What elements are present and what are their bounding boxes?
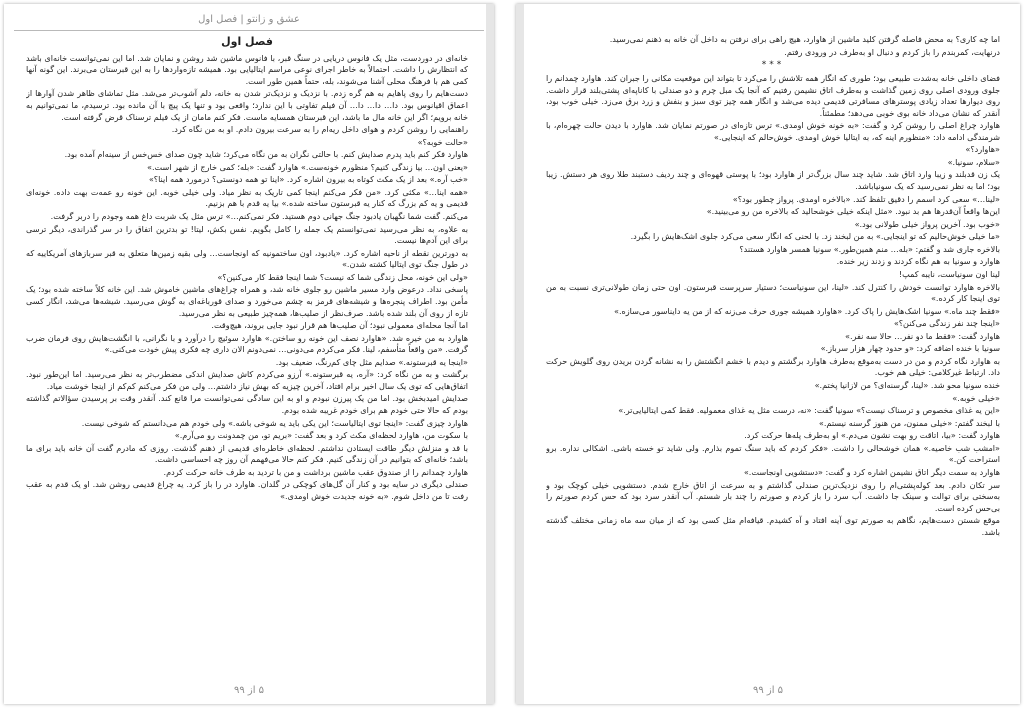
running-header-text: عشق و زانتو | فصل اول	[198, 13, 300, 25]
paragraph: یک زن قدبلند و زیبا وارد اتاق شد. شاید چند سال بزرگ‌تر از هاوارد بود؛ با پوستی قهوه‌ای و چند ردیف دستبند طلا روی هر دستش. زیبا بود؛ اما به نظر نمی‌رسید که یک سونیاباشد.	[546, 169, 1000, 192]
paragraph: سر تکان دادم. بعد کوله‌پشتی‌ام را روی نزدیک‌ترین صندلی گذاشتم و به سرعت از اتاق خارج شدم. دستشویی خیلی کوچک بود و به‌سختی برای توالت و سینک جا داشت. آب سرد را باز کردم و صورتم را چند بار شستم. آب آنقدر سرد بود که حس کردم صورتم را بی‌حس کرده است.	[546, 479, 1000, 513]
paragraph: دست‌هایم را روی پاهایم به هم گره زدم. با نزدیک و نزدیک‌تر شدن به خانه، دلم آشوب‌تر می‌شد. مثل تماشای ظاهر شدن آوارها از اعماق اقیانوس بود. دا… دا… دا… آن فیلم تفاوتی با این ندارد؛ واقعی بود و تنها یک پیچ با آن مانده بود. ترسیدم، ما نمی‌توانیم به خانه برویم؛ اگر این خانه مال ما باشد، این قبرستان همسایه ماست. فکر کنم مامان از یک فیلم ترسناک قرض گرفته است.	[26, 88, 468, 122]
paragraph: «خوب بود. آخرین پرواز خیلی طولانی بود.»	[854, 218, 1000, 229]
paragraph: هاوارد گفت: «بیا، اتاقت رو بهت نشون می‌دم.» او به‌طرف پله‌ها حرکت کرد.	[744, 430, 1000, 441]
paragraph: به هاوارد نگاه کردم و من در دست به‌موقع به‌طرف هاوارد برگشتم و دیدم با خشم انگشتش را به نشانه گردن بریدن روی گلویش حرکت داد. ارتباط غیرکلامی: خیلی هم خوب.	[546, 355, 1000, 378]
paragraph: اما آنجا محله‌ای معمولی نبود؛ آن صلیب‌ها هم قرار نبود جایی بروند، هیچ‌وقت.	[211, 320, 468, 331]
paragraph: «یعنی اون… بیا زندگی کنیم؟ منظورم خونه‌ست.» هاوارد گفت: «بله؛ کمی خارج از شهر است.»	[147, 161, 468, 172]
paragraph: موقع شستن دست‌هایم، نگاهم به صورتم توی آینه افتاد و آه کشیدم. قیافه‌ام مثل کسی بود که از میان سه ماه زمانی مختلف گذشته باشد.	[546, 515, 1000, 537]
paragraph: هاوارد گفت: «فقط ما دو نفر… حالا سه نفر.»	[845, 330, 1000, 341]
paragraph: «لینا…» سعی کرد اسمم را دقیق تلفظ کند. «بالاخره اومدی. پرواز چطور بود؟»	[732, 193, 1000, 204]
paragraph: هاوارد چراغ اصلی را روشن کرد و گفت: «به خونه خوش اومدی.» ترس تازه‌ای در صورتم نمایان شد. هاوارد با دیدن حالت چهره‌ام، با شرمندگی ادامه داد: «منظورم اینه که، به ایتالیا خوش اومدی. خوش‌حالم که اینجایی.»	[546, 120, 1000, 142]
paragraph: پاسخی نداد. درعوض وارد مسیر ماشین رو جلوی خانه شد، و همراه چراغ‌های ماشین خاموش شد. این خانه کلاً ساخته شده بود؛ یک مأمن بود. اطراف پنجره‌ها و شیشه‌های قرمز به چشم می‌خورد و صدای قورباغه‌ای به گوش می‌رسید. شیشه‌ها می‌شد، انگار کسی تازه از روی آن بلند شده باشد. صرف‌نظر از صلیب‌ها، همه‌چیز طبیعی به نظر می‌رسید.	[26, 284, 468, 318]
left-page	[4, 4, 494, 704]
paragraph: فضای داخلی خانه به‌شدت طبیعی بود؛ طوری که انگار همه تلاشش را می‌کرد تا بتواند این موقعیت مکانی را جبران کند. هاوارد چمدانم را جلوی ورودی اصلی روی زمین گذاشت و به‌طرف اتاق نشیمن رفتیم که آنجا یک مبل چرم و دو صندلی با کاناپه‌ای پشتی‌بلند قرار داشت. روی دیوارها تعداد زیادی پوسترهای مسافرتی قدیمی دیده می‌شد و انگار همه چیز توی سبز و بنفش و زرد برق می‌زد. خیلی خوب بود، آنقدر که نشان می‌داد خانه بوی خوبی می‌دهد؛ مطمئناً.	[546, 72, 1000, 118]
paragraph: لینا اون سونیاست، نایبه کمپ!	[898, 268, 1000, 279]
paragraph: هاوارد فکر کنم باید پدرم صدایش کنم. با حالتی نگران به من نگاه می‌کرد؛ شاید چون صدای خس‌خس از سینه‌ام آمده بود.	[64, 149, 468, 160]
paragraph: «اینجا چند نفر زندگی می‌کنن؟»	[893, 318, 1000, 329]
page-gutter-shadow	[486, 4, 494, 704]
paragraph: «ولی این خونه، محل زندگی شما که نیست؟ شما اینجا فقط کار می‌کنین؟»	[217, 271, 468, 282]
paragraph: این‌ها واقعاً آن‌قدرها هم بد نبود. «مثل اینکه خیلی خوشحالید که بالاخره من رو می‌بینید.»	[706, 206, 1000, 217]
paragraph: «حالت خوبه؟»	[417, 136, 468, 147]
paragraph: هاوارد و سونیا به هم نگاه کردند و زدند زیر خنده.	[836, 256, 1000, 267]
paragraph: «سلام، سونیا.»	[947, 156, 1000, 167]
paragraph: راهنمایی را روشن کردم و هوای داخل ریه‌ام را به سرعت بیرون دادم. او به من نگاه کرد.	[171, 124, 468, 135]
running-header	[14, 8, 484, 31]
paragraph: هاوارد به من خیره شد. «هاوارد نصف این خونه رو ساختن.» هاوارد سوئیچ را درآورد و با نگرانی، با انگشت‌هایش روی فرمان ضرب گرفت. «من واقعاً متأسفم، لینا. فکر می‌کردم می‌دونی… نمی‌دونم الان داری چه فکری پیش خودت می‌کنی.»	[26, 332, 468, 355]
paragraph: «اینجا یه قبرستونه.» صدایم مثل چای کم‌رنگ، ضعیف بود.	[275, 356, 468, 367]
paragraph: با سکوت من، هاوارد لحظه‌ای مکث کرد و بعد گفت: «بریم تو، من چمدونت رو می‌آرم.»	[174, 430, 468, 441]
paragraph: صندلی دیگری در سایه بود و کنار آن گل‌های کوچکی در گلدان. هاوارد در را باز کرد. یه چراغ قدیمی روشن شد. او یک قدم به عقب رفت تا من داخل شوم. «به خونه جدیدت خوش اومدی.»	[26, 479, 468, 501]
paragraph: صدایش امیدبخش بود. اما من یک پیرزن نبودم و او به این سادگی نمی‌توانست مرا قانع کند. آنقدر وقت بر پرسیدن سؤالاتم گذاشته بودم که حالا حتی خودم هم برای خودم غریبه شده بودم.	[26, 393, 468, 416]
paragraph: می‌کنم. گفت شما نگهبان یادبود جنگ جهانی دوم هستید. فکر نمی‌کنم…» ترس مثل یک شربت داغ همه وجودم را دربر گرفت.	[50, 211, 468, 222]
paragraph: اما چه کاری؟ به محض فاصله گرفتن کلید ماشین از هاوارد، هیچ راهی برای نرفتن به داخل آن خانه به ذهنم نمی‌رسید.	[609, 34, 1000, 44]
paragraph: با لبخند گفتم: «خیلی ممنون، من هنوز گرسنه نیستم.»	[818, 417, 1000, 428]
section-separator: ***	[761, 60, 785, 71]
chapter-title: فصل اول	[221, 35, 273, 48]
paragraph: «هاوارد؟»	[965, 144, 1000, 155]
paragraph: «خب آره.» بعد از یک مکث کوتاه به بیرون اشاره کرد. «اینا تو همه دونستی؟ درمورد همه اینا؟»	[148, 174, 468, 185]
paragraph: سونیا با خنده اضافه کرد: «و حدود چهار هزار سرباز.»	[820, 343, 1000, 354]
paragraph: با قد و منزلش دیگر طاقت ایستادن نداشتم. لحظه‌ای خاطره‌ای قدیمی از ذهنم گذشت. روزی که مادرم گفت آن خانه باید برای ما باشد؛ خانه‌ای که بتوانیم در آن زندگی کنیم. فکر کنم حالا می‌فهمم آن روز چه احساسی داشت.	[26, 442, 468, 465]
paragraph: به دورترین نقطه از ناحیه اشاره کرد. «یادبود، اون ساختمونیه که اونجاست… ولی بقیه زمین‌ها متعلق به قبر سربازهای آمریکاییه که در طول جنگ توی ایتالیا کشته شدن.»	[26, 247, 468, 270]
paragraph: به علاوه، به نظر می‌رسید نمی‌توانستم یک جمله را کامل بگویم. نفس بکش، لیتا! تو بدترین اتفاق را در سر گذراندی، دیگر ترسی برای این آدم‌ها نیست.	[26, 223, 468, 246]
page-number: ۵ از ۹۹	[233, 685, 265, 696]
page-number: ۵ از ۹۹	[752, 685, 784, 696]
paragraph: «این یه غذای مخصوص و ترسناک نیست؟» سونیا گفت: «نه، درست مثل یه غذای معمولیه. فقط کمی ایتالیایی‌تر.»	[618, 405, 1000, 416]
paragraph: هاوارد چیزی گفت: «اینجا توی ایتالیاست؛ این یکی باید یه شوخی باشه.» ولی خودم هم می‌دانستم که شوخی نیست.	[81, 417, 468, 428]
paragraph: هاوارد چمدانم را از صندوق عقب ماشین برداشت و من با تردید به طرف خانه حرکت کردم.	[163, 466, 468, 477]
paragraph: «همه اینا…» مکثی کرد. «من فکر می‌کنم اینجا کمی تاریک به نظر میاد. ولی خیلی خوبه. این خونه رو عمه‌ت بهت داده. خونه‌ای قدیمی و یه کم بزرگ که کنار یه قبرستون ساخته شده.» بیا یه قدم با هم بزنیم.	[26, 186, 468, 209]
paragraph: «ما خیلی خوش‌حالیم که تو اینجایی.» به من لبخند زد. با لحنی که انگار سعی می‌کرد جلوی اشک‌هایش را بگیرد.	[630, 231, 1000, 242]
paragraph: «فقط چند ماه.» سونیا اشک‌هایش را پاک کرد. «هاوارد همیشه جوری حرف می‌زنه که از من یه دایناسور می‌سازه.»	[614, 305, 1000, 316]
paragraph: «خیلی خوبه.»	[952, 392, 1000, 403]
page-gutter-shadow	[516, 4, 524, 704]
paragraph: درنهایت، کمربندم را باز کردم و دنبال او به‌طرف در ورودی رفتم.	[784, 46, 1000, 57]
paragraph: خنده سونیا محو شد. «لینا، گرسنه‌ای؟ من لازانیا پختم.»	[814, 380, 1000, 391]
paragraph: بالاخره جاری شد و گفتم: «بله… منم همین‌طور.» سونیا همسر هاوارد هستند؟	[739, 243, 1000, 254]
paragraph: خانه‌ای در دوردست، مثل یک فانوس دریایی در سنگ قبر، با فانوس ماشین شد روشن و نمایان شد. اما این نمی‌توانست خانه‌ای باشد که انتظارش را داشت. احتمالاً به خاطر اجرای نوعی مراسم ایتالیایی بود. همیشه تازه‌واردها را به این قبرستان می‌برند. این گونه آنها کمی هم با فرهنگ محلی آشنا می‌شوند، بله، حتماً همین طور است.	[26, 52, 468, 86]
paragraph: هاوارد به سمت دیگر اتاق نشیمن اشاره کرد و گفت: «دستشویی اونجاست.»	[743, 466, 1000, 477]
right-page	[516, 4, 1020, 704]
paragraph: بالاخره هاوارد توانست خودش را کنترل کند. «لینا، این سونیاست؛ دستیار سرپرست قبرستون. اون حتی زمان طولانی‌تری نسبت به من توی اینجا کار کرده.»	[546, 281, 1000, 304]
paragraph: برگشت و به من نگاه کرد: «آره، یه قبرستونه.» آرزو می‌کردم کاش صدایش اندکی مضطرب‌تر به نظر می‌رسید. اما این‌طور نبود. اتفاق‌هایی که توی یک سال اخیر برام افتاد، آخرین چیزیه که بهش نیاز داشتم… ولی من فکر می‌کنم کم‌کم از اینجا خوشت میاد.	[26, 369, 468, 391]
right-page-body	[546, 34, 1000, 678]
paragraph: «امشب شب خاصیه.» همان خوشحالی را داشت. «فکر کردم که باید سنگ تموم بذارم. ولی شاید تو خسته باشی. اشکالی نداره. برو استراحت کن.»	[546, 442, 1000, 465]
left-page-body	[26, 34, 468, 678]
